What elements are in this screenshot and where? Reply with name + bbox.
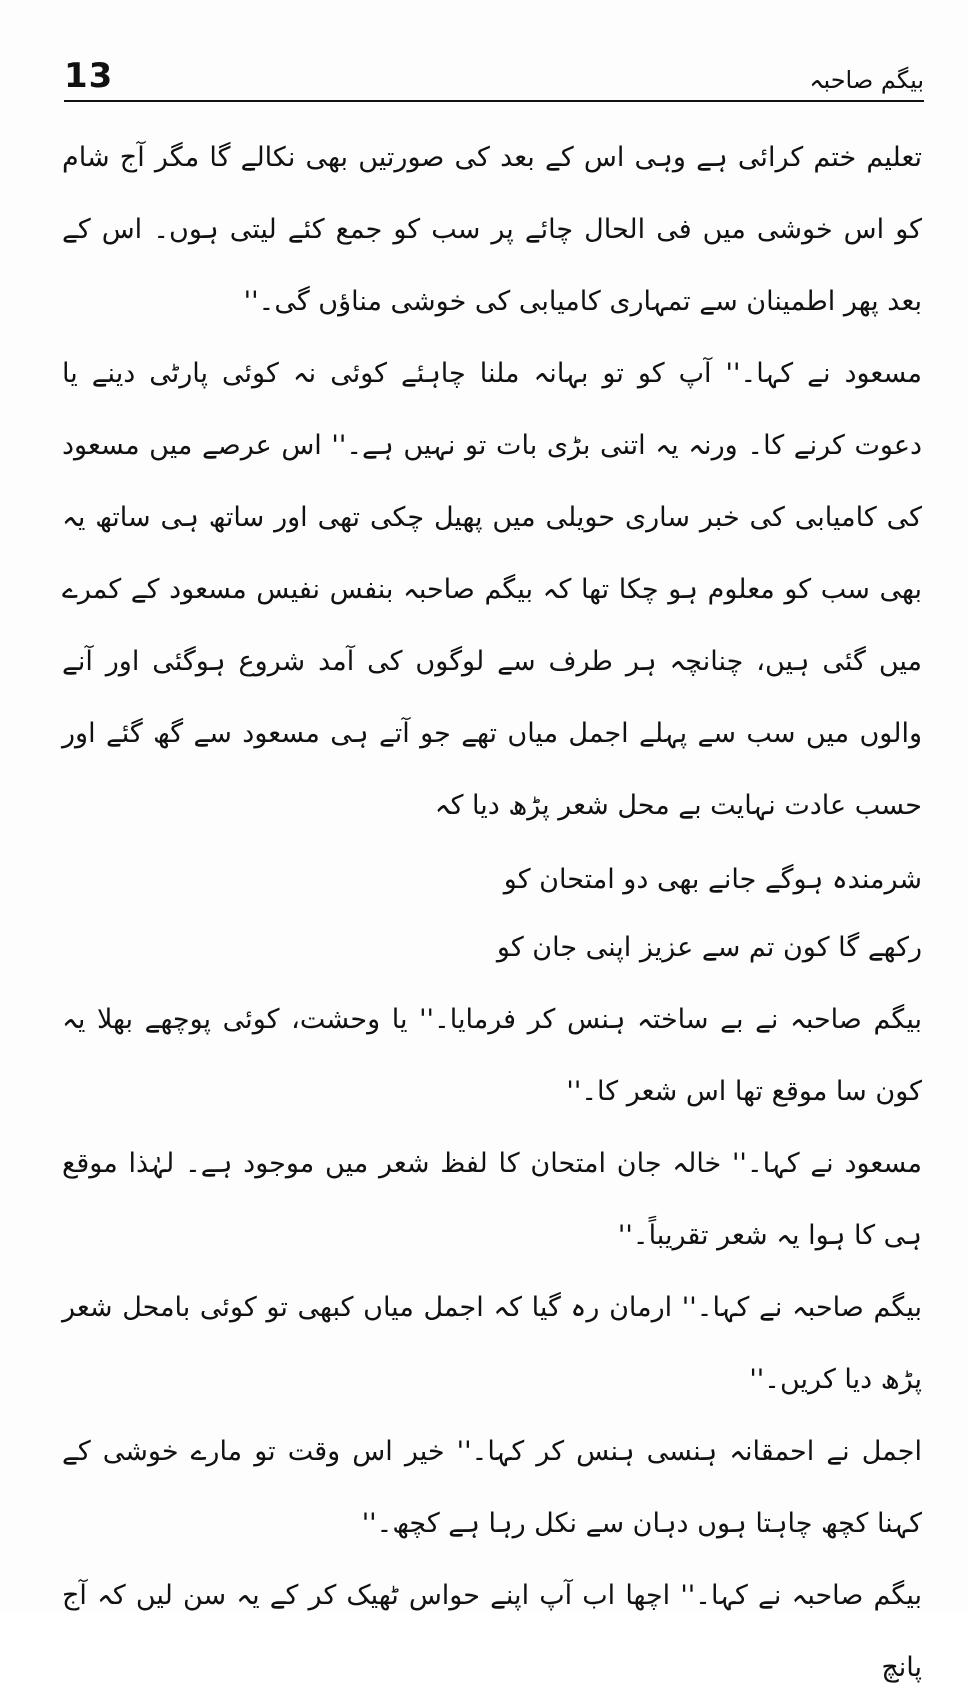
header-rule [64,100,924,102]
verse-block [62,842,922,984]
paragraph: مسعود نے کہا۔'' خالہ جان امتحان کا لفظ شعر میں موجود ہے۔ لہٰذا موقع ہی کا ہوا یہ شعر تقریباً۔'' [62,1148,922,1251]
verse-line: شرمندہ ہوگے جانے بھی دو امتحان کو [503,864,922,895]
paragraph: تعلیم ختم کرائی ہے وہی اس کے بعد کی صورتیں بھی نکالے گا مگر آج شام کو اس خوشی میں فی الحال چائے پر سب کو جمع کئے لیتی ہوں۔ اس کے بعد پھر اطمینان سے تمہاری کامیابی کی خوشی مناؤں گی۔'' [62,142,922,317]
paragraph: اجمل نے احمقانہ ہنسی ہنس کر کہا۔'' خیر اس وقت تو مارے خوشی کے کہنا کچھ چاہتا ہوں دہان سے نکل رہا ہے کچھ۔'' [62,1436,922,1539]
page-header [64,52,924,98]
paragraph: مسعود نے کہا۔'' آپ کو تو بہانہ ملنا چاہئے کوئی نہ کوئی پارٹی دینے یا دعوت کرنے کا۔ ورنہ یہ اتنی بڑی بات تو نہیں ہے۔'' اس عرصے میں مسعود کی کامیابی کی خبر ساری حویلی میں پھیل چکی تھی اور ساتھ ہی ساتھ یہ بھی سب کو معلوم ہو چکا تھا کہ بیگم صاحبہ بنفس نفیس مسعود کے کمرے میں گئی ہیں، چنانچہ ہر طرف سے لوگوں کی آمد شروع ہوگئی اور آنے والوں میں سب سے پہلے اجمل میاں تھے جو آتے ہی مسعود سے گھ گئے اور حسب عادت نہایت بے محل شعر پڑھ دیا کہ [62,358,922,821]
paragraph: بیگم صاحبہ نے بے ساختہ ہنس کر فرمایا۔'' یا وحشت، کوئی پوچھے بھلا یہ کون سا موقع تھا اس شعر کا۔'' [62,1004,922,1107]
running-title: بیگم صاحبہ [809,66,924,94]
paragraph: بیگم صاحبہ نے کہا۔'' اچھا اب آپ اپنے حواس ٹھیک کر کے یہ سن لیں کہ آج پانچ [62,1580,922,1683]
page-number: 13 [64,56,114,96]
paragraph: بیگم صاحبہ نے کہا۔'' ارمان رہ گیا کہ اجمل میاں کبھی تو کوئی بامحل شعر پڑھ دیا کریں۔'' [62,1292,922,1395]
body-text [62,122,922,1704]
verse-line: رکھے گا کون تم سے عزیز اپنی جان کو [496,932,922,963]
